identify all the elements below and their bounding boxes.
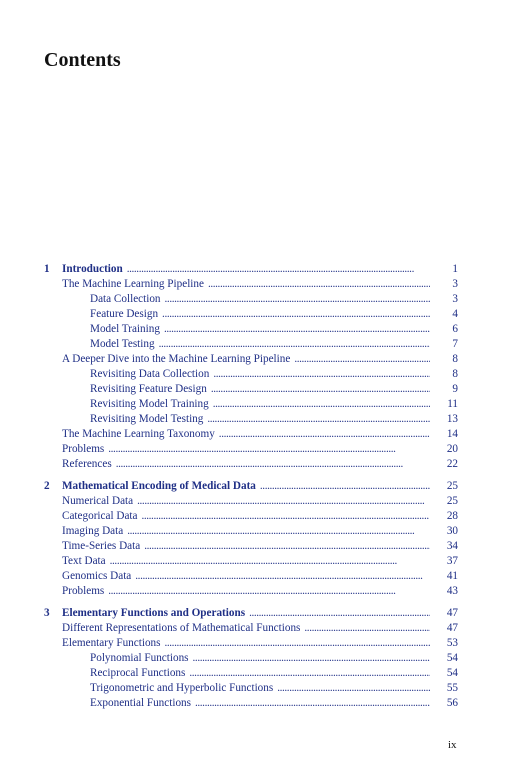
- toc-entry-leader: [62, 509, 430, 524]
- toc-entry-title[interactable]: The Machine Learning Taxonomy: [62, 428, 215, 440]
- toc-entry-page[interactable]: 55: [446, 682, 458, 694]
- chapter-number: 2: [44, 480, 50, 492]
- toc-section-entry[interactable]: [0, 621, 514, 636]
- toc-entry-leader: [62, 494, 430, 509]
- toc-entry-page[interactable]: 11: [447, 398, 458, 410]
- toc-entry-leader: [90, 367, 430, 382]
- toc-entry-page[interactable]: 28: [446, 510, 458, 522]
- toc-entry-title[interactable]: Revisiting Data Collection: [90, 368, 210, 380]
- dot-leader: [207, 412, 430, 427]
- toc-entry-page[interactable]: 13: [446, 413, 458, 425]
- toc-entry-leader: [62, 636, 430, 651]
- toc-section-entry[interactable]: [0, 494, 514, 509]
- toc-entry-leader: [62, 277, 430, 292]
- toc-entry-leader: [62, 442, 430, 457]
- toc-section-entry[interactable]: [0, 636, 514, 651]
- toc-entry-page[interactable]: 4: [452, 308, 458, 320]
- toc-subsection-entry[interactable]: [0, 307, 514, 322]
- toc-entry-title[interactable]: Revisiting Model Testing: [90, 413, 204, 425]
- dot-leader: [195, 696, 430, 711]
- toc-entry-leader: [90, 412, 430, 427]
- toc-entry-page[interactable]: 9: [452, 383, 458, 395]
- toc-entry-page[interactable]: 53: [446, 637, 458, 649]
- page-number: ix: [448, 739, 457, 751]
- toc-entry-title[interactable]: Elementary Functions: [62, 637, 161, 649]
- toc-entry-leader: [62, 584, 430, 599]
- chapter-number: 1: [44, 263, 50, 275]
- dot-leader: [144, 539, 430, 554]
- toc-entry-title[interactable]: Revisiting Model Training: [90, 398, 209, 410]
- toc-entry-page[interactable]: 7: [452, 338, 458, 350]
- toc-entry-title[interactable]: Text Data: [62, 555, 106, 567]
- toc-entry-page[interactable]: 43: [446, 585, 458, 597]
- dot-leader: [219, 427, 430, 442]
- toc-entry-page[interactable]: 30: [446, 525, 458, 537]
- toc-entry-page[interactable]: 47: [446, 607, 458, 619]
- toc-entry-page[interactable]: 8: [452, 368, 458, 380]
- toc-subsection-entry[interactable]: [0, 367, 514, 382]
- toc-section-entry[interactable]: [0, 569, 514, 584]
- toc-entry-title[interactable]: Different Representations of Mathematical Functions: [62, 622, 301, 634]
- toc-entry-page[interactable]: 25: [446, 495, 458, 507]
- toc-entry-page[interactable]: 47: [446, 622, 458, 634]
- dot-leader: [193, 651, 430, 666]
- toc-entry-leader: [90, 292, 430, 307]
- toc-entry-title[interactable]: Reciprocal Functions: [90, 667, 186, 679]
- page-title: Contents: [44, 49, 121, 71]
- dot-leader: [110, 554, 430, 569]
- toc-entry-page[interactable]: 6: [452, 323, 458, 335]
- toc-entry-title[interactable]: The Machine Learning Pipeline: [62, 278, 204, 290]
- toc-section-entry[interactable]: [0, 539, 514, 554]
- dot-leader: [137, 494, 430, 509]
- dot-leader: [165, 292, 430, 307]
- dot-leader: [304, 621, 430, 636]
- dot-leader: [294, 352, 430, 367]
- toc-subsection-entry[interactable]: [0, 696, 514, 711]
- toc-entry-title[interactable]: Numerical Data: [62, 495, 134, 507]
- toc-subsection-entry[interactable]: [0, 681, 514, 696]
- dot-leader: [165, 636, 431, 651]
- toc-subsection-entry[interactable]: [0, 412, 514, 427]
- toc-section-entry[interactable]: [0, 509, 514, 524]
- toc-entry-leader: [62, 352, 430, 367]
- dot-leader: [108, 442, 430, 457]
- toc-entry-leader: [62, 262, 430, 277]
- toc-entry-leader: [62, 427, 430, 442]
- toc-entry-title[interactable]: Polynomial Functions: [90, 652, 189, 664]
- toc-section-entry[interactable]: [0, 584, 514, 599]
- dot-leader: [164, 322, 430, 337]
- toc-section-entry[interactable]: [0, 524, 514, 539]
- toc-entry-title[interactable]: Feature Design: [90, 308, 159, 320]
- toc-section-entry[interactable]: [0, 457, 514, 472]
- toc-entry-page[interactable]: 8: [452, 353, 458, 365]
- toc-entry-page[interactable]: 20: [446, 443, 458, 455]
- toc-chapter-entry[interactable]: [0, 479, 514, 494]
- dot-leader: [127, 262, 430, 277]
- chapter-number: 3: [44, 607, 50, 619]
- toc-subsection-entry[interactable]: [0, 666, 514, 681]
- toc-entry-title[interactable]: Exponential Functions: [90, 697, 191, 709]
- toc-entry-leader: [62, 569, 430, 584]
- dot-leader: [260, 479, 430, 494]
- toc-subsection-entry[interactable]: [0, 397, 514, 412]
- toc-subsection-entry[interactable]: [0, 382, 514, 397]
- dot-leader: [162, 307, 430, 322]
- toc-entry-leader: [90, 337, 430, 352]
- toc-chapter-entry[interactable]: [0, 262, 514, 277]
- dot-leader: [213, 397, 430, 412]
- toc-entry-leader: [90, 681, 430, 696]
- dot-leader: [208, 277, 430, 292]
- toc-chapter-entry[interactable]: [0, 606, 514, 621]
- toc-entry-page[interactable]: 54: [446, 667, 458, 679]
- toc-entry-title[interactable]: A Deeper Dive into the Machine Learning Pipeline: [62, 353, 291, 365]
- dot-leader: [116, 457, 430, 472]
- dot-leader: [141, 509, 430, 524]
- toc-entry-title[interactable]: Problems: [62, 443, 105, 455]
- toc-entry-page[interactable]: 1: [452, 263, 458, 275]
- dot-leader: [108, 584, 430, 599]
- toc-entry-page[interactable]: 14: [446, 428, 458, 440]
- toc-entry-page[interactable]: 56: [446, 697, 458, 709]
- dot-leader: [249, 606, 430, 621]
- dot-leader: [211, 382, 430, 397]
- toc-entry-title[interactable]: Problems: [62, 585, 105, 597]
- toc-entry-title[interactable]: Model Training: [90, 323, 160, 335]
- toc-entry-page[interactable]: 25: [446, 480, 458, 492]
- dot-leader: [189, 666, 430, 681]
- dot-leader: [127, 524, 430, 539]
- toc-entry-leader: [90, 666, 430, 681]
- toc-section-entry[interactable]: [0, 427, 514, 442]
- toc-entry-leader: [62, 457, 430, 472]
- toc-entry-page[interactable]: 41: [446, 570, 458, 582]
- toc-entry-leader: [62, 524, 430, 539]
- toc-entry-page[interactable]: 34: [446, 540, 458, 552]
- dot-leader: [159, 337, 430, 352]
- toc-subsection-entry[interactable]: [0, 651, 514, 666]
- toc-entry-title[interactable]: Elementary Functions and Operations: [62, 607, 246, 619]
- toc-entry-title[interactable]: Revisiting Feature Design: [90, 383, 207, 395]
- toc-entry-leader: [62, 606, 430, 621]
- toc-section-entry[interactable]: [0, 277, 514, 292]
- toc-entry-leader: [62, 554, 430, 569]
- toc-entry-title[interactable]: Time-Series Data: [62, 540, 141, 552]
- toc-entry-title[interactable]: Mathematical Encoding of Medical Data: [62, 480, 256, 492]
- toc-entry-title[interactable]: Imaging Data: [62, 525, 124, 537]
- toc-subsection-entry[interactable]: [0, 337, 514, 352]
- toc-entry-leader: [90, 651, 430, 666]
- toc-section-entry[interactable]: [0, 554, 514, 569]
- toc-entry-title[interactable]: Trigonometric and Hyperbolic Functions: [90, 682, 274, 694]
- dot-leader: [213, 367, 430, 382]
- toc-entry-page[interactable]: 22: [446, 458, 458, 470]
- toc-entry-page[interactable]: 54: [446, 652, 458, 664]
- toc-entry-leader: [90, 397, 430, 412]
- toc-entry-page[interactable]: 3: [452, 278, 458, 290]
- toc-entry-title[interactable]: Genomics Data: [62, 570, 132, 582]
- toc-subsection-entry[interactable]: [0, 322, 514, 337]
- dot-leader: [135, 569, 430, 584]
- toc-entry-title[interactable]: Categorical Data: [62, 510, 138, 522]
- toc-entry-title[interactable]: Data Collection: [90, 293, 161, 305]
- toc-entry-leader: [90, 307, 430, 322]
- toc-subsection-entry[interactable]: [0, 292, 514, 307]
- toc-entry-leader: [90, 382, 430, 397]
- toc-entry-page[interactable]: 3: [452, 293, 458, 305]
- toc-section-entry[interactable]: [0, 352, 514, 367]
- dot-leader: [277, 681, 430, 696]
- toc-entry-leader: [90, 322, 430, 337]
- toc-entry-title[interactable]: References: [62, 458, 112, 470]
- toc-entry-page[interactable]: 37: [446, 555, 458, 567]
- toc-entry-title[interactable]: Introduction: [62, 263, 123, 275]
- toc-entry-title[interactable]: Model Testing: [90, 338, 155, 350]
- toc-entry-leader: [62, 479, 430, 494]
- toc-entry-leader: [62, 539, 430, 554]
- toc-section-entry[interactable]: [0, 442, 514, 457]
- toc-entry-leader: [62, 621, 430, 636]
- toc-entry-leader: [90, 696, 430, 711]
